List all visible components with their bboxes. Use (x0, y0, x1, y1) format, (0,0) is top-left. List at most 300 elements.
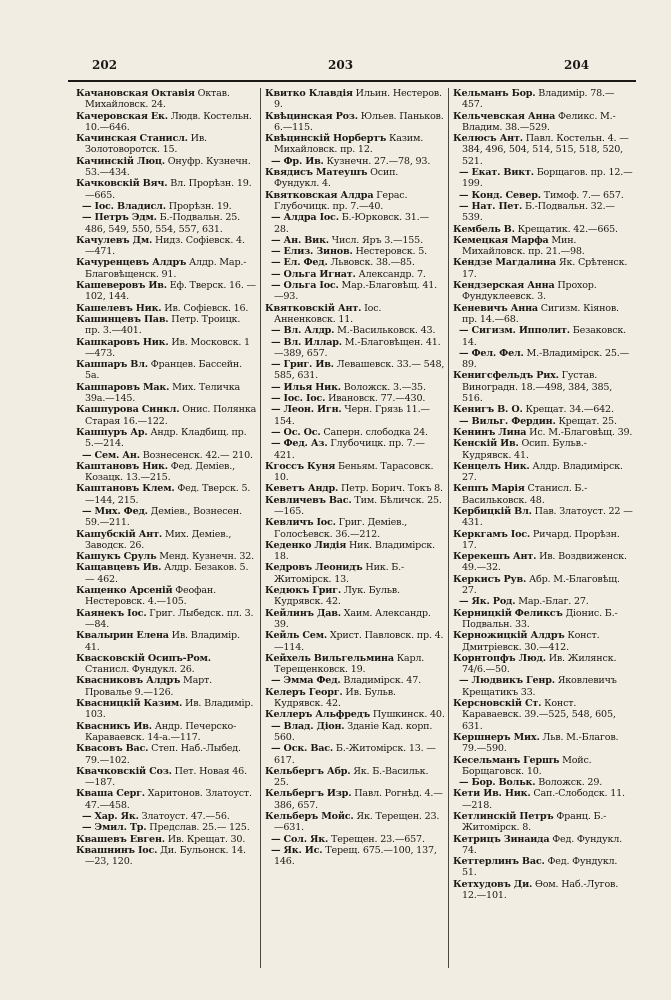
entry-details: М.-Благовѣщен. 41.—389, 657. (274, 336, 441, 359)
directory-entry (453, 167, 633, 190)
entry-details: Владимірск. 47. (340, 675, 421, 687)
entry-name: Кельбергъ Абр. (265, 765, 351, 777)
directory-entry (265, 156, 445, 167)
page-number-right: 204 (564, 58, 590, 72)
entry-details: Безаковск. 14. (462, 325, 627, 348)
entry-details: Март. Провалье 9.—126. (85, 675, 213, 698)
directory-entry (453, 303, 633, 326)
entry-name: Кендзерская Анна (453, 280, 555, 292)
directory-entry (76, 212, 257, 235)
entry-name: Кеттерлинъ Вас. (453, 856, 545, 868)
entry-name: — Эмма Фед. (271, 675, 341, 687)
entry-details: Ив. Владимір. 103. (85, 698, 254, 721)
entry-name: Кашпурова Синкл. (76, 404, 180, 416)
entry-name: Кедровъ Леонидъ (265, 562, 363, 574)
entry-details: Онуфр. Кузнечн. 53.—434. (85, 155, 251, 179)
directory-entry (265, 88, 445, 111)
entry-name: — Хар. Як. (82, 811, 139, 822)
entry-name: — Алдра Іос. (271, 212, 339, 224)
entry-name: — Ос. Ос. (271, 426, 321, 438)
directory-entry (265, 303, 445, 326)
directory-entry (265, 438, 445, 461)
entry-name: Кенинъ Лина (453, 426, 527, 438)
directory-entry (265, 845, 445, 868)
entry-name: — Вл. Алдр. (271, 325, 335, 337)
entry-details: Франц. Б.-Житомірск. 8. (462, 811, 607, 834)
directory-entry (453, 675, 633, 698)
entry-details: Конст. Дмитріевск. 30.—412. (462, 630, 600, 653)
directory-entry (265, 709, 445, 720)
directory-entry (453, 608, 633, 631)
entry-name: Кербицкій Вл. (453, 505, 532, 517)
entry-details: Менд. Кузнечн. 32. (156, 551, 255, 563)
directory-entry (265, 495, 445, 518)
entry-name: Кельберъ Мойс. (265, 811, 354, 822)
entry-name: — Вильг. Фердин. (459, 415, 556, 427)
entry-name: Квачковскій Соз. (76, 765, 172, 777)
entry-details: Б.-Юрковск. 31.— 28. (274, 212, 429, 235)
entry-name: — Іос. Іос. (271, 393, 326, 405)
entry-name: Кендзе Магдалина (453, 257, 557, 269)
entry-details: Станисл. Фундукл. 26. (85, 664, 195, 676)
directory-entry (76, 811, 257, 822)
directory-entry (453, 551, 633, 574)
directory-entry (453, 190, 633, 201)
entry-details: Григ. Лыбедск. пл. 3.—84. (85, 607, 254, 630)
directory-entry (76, 178, 257, 201)
entry-details: Ричард. Прорѣзн. 17. (462, 528, 620, 551)
entry-details: Андр. Печерско-Караваевск. 14-а.—117. (85, 720, 237, 743)
entry-name: — Бор. Вольк. (459, 777, 536, 789)
directory-entry (265, 653, 445, 676)
entry-details: Герас. Глубочицк. пр. 7.—40. (274, 189, 408, 212)
entry-name: Качуренцевъ Алдръ (76, 257, 187, 269)
entry-details: Алдр. Безаков. 5.— 462. (85, 562, 249, 585)
entry-details: Павл. Рогнѣд. 4.—386, 657. (274, 788, 443, 811)
directory-entry (265, 190, 445, 213)
entry-details: Людв. Костельн. 10.—646. (85, 110, 252, 133)
entry-name: Квасницкій Казим. (76, 698, 183, 710)
entry-name: Керкгамъ Іос. (453, 528, 531, 540)
entry-details: Казим. Михайловск. пр. 12. (274, 133, 424, 156)
entry-name: Кевличевъ Вас. (265, 494, 352, 506)
directory-entry (453, 811, 633, 834)
page-number-left: 202 (92, 58, 118, 72)
entry-details: Ивановск. 77.—430. (325, 393, 426, 405)
entry-name: — Іос. Владисл. (82, 200, 166, 212)
entry-details: Кузнечн. 27.—78, 93. (323, 155, 431, 167)
directory-entry (76, 834, 257, 845)
entry-details: Ив. Воздвиженск. 49.—32. (462, 551, 627, 574)
entry-details: Фед. Тверск. 5. —144, 215. (85, 483, 251, 506)
directory-entry (453, 348, 633, 371)
entry-name: Кашеверовъ Ив. (76, 280, 167, 292)
entry-details: Григ. Деміев., Голосѣевск. 36.—212. (274, 517, 408, 540)
entry-details: Абр. М.-Благовѣщ. 27. (462, 573, 620, 597)
directory-entry (453, 574, 633, 597)
directory-entry (265, 393, 445, 404)
directory-entry (265, 280, 445, 303)
directory-entry (76, 788, 257, 811)
entry-details: Діонис. Б.-Подвальн. 33. (462, 607, 618, 630)
page-number-center: 203 (328, 58, 354, 72)
directory-entry (453, 224, 633, 235)
directory-entry (265, 257, 445, 268)
entry-name: Квашнинъ Іос. (76, 844, 158, 856)
entry-name: Квятковская Алдра (265, 189, 374, 201)
entry-details: Фед. Деміев., Козацк. 13.—215. (85, 460, 235, 484)
directory-entry (453, 370, 633, 404)
entry-details: Мих. Деміев., Заводск. 26. (85, 528, 232, 551)
directory-entry (76, 133, 257, 156)
entry-name: Келеръ Георг. (265, 686, 343, 698)
directory-entry (265, 461, 445, 484)
entry-name: Кетхудовъ Ди. (453, 878, 533, 890)
entry-name: — Сем. Ан. (82, 449, 140, 461)
directory-entry (453, 653, 633, 676)
entry-details: Як. Срѣтенск. 17. (462, 257, 628, 280)
entry-name: Квитко Клавдія (265, 88, 353, 99)
column-3 (448, 88, 636, 968)
entry-details: Ив. Бульв. Кудрявск. 42. (274, 686, 396, 710)
entry-name: Квѣцинская Роз. (265, 110, 358, 122)
directory-entry (265, 788, 445, 811)
entry-name: Келлеръ Альфредъ (265, 709, 370, 721)
entry-details: М.-Владимірск. 25.—89. (462, 347, 630, 371)
directory-entry (265, 359, 445, 382)
directory-entry (76, 608, 257, 631)
entry-details: Фед. Фундукл. 74. (462, 833, 622, 856)
entry-details: Осип. Бульв.-Кудрявск. 41. (462, 438, 587, 461)
entry-name: Кеневичъ Анна (453, 302, 538, 314)
entry-name: — Ольга Іос. (271, 280, 339, 292)
directory-entry (265, 608, 445, 631)
directory-entry (453, 133, 633, 167)
entry-name: Квасникъ Ив. (76, 720, 152, 732)
directory-entry (265, 246, 445, 257)
entry-name: Кашелевъ Ник. (76, 302, 162, 314)
directory-entry (453, 483, 633, 506)
entry-name: Кейхель Вильгельмина (265, 652, 394, 664)
entry-name: — Ан. Вик. (271, 234, 329, 246)
directory-entry (453, 461, 633, 484)
entry-name: — Эмил. Тр. (82, 822, 147, 834)
directory-entry (76, 721, 257, 744)
directory-entry (265, 517, 445, 540)
entry-details: Прорѣзн. 19. (165, 200, 232, 212)
entry-details: Юльев. Паньков. 6.—115. (274, 110, 444, 133)
entry-details: Ив. Золотоворотск. 15. (85, 133, 207, 156)
entry-details: Б.-Житомірск. 13. —617. (274, 743, 436, 766)
directory-entry (265, 325, 445, 336)
entry-details: Ник. Владимірск. 18. (274, 539, 435, 563)
directory-entry (453, 506, 633, 529)
entry-details: Мойс. Борщаговск. 10. (462, 754, 592, 777)
entry-name: Квалырин Елена (76, 630, 169, 642)
entry-name: Квашевъ Евген. (76, 833, 165, 845)
entry-details: Ди. Бульонск. 14. —23, 120. (85, 844, 246, 868)
directory-entry (453, 280, 633, 303)
entry-name: Качинская Станисл. (76, 133, 188, 145)
entry-name: Керкисъ Рув. (453, 573, 527, 585)
directory-entry (265, 766, 445, 789)
header-rule (68, 80, 636, 82)
entry-details: Нестеровск. 5. (352, 246, 427, 258)
entry-name: Кашукъ Сруль (76, 551, 157, 563)
entry-details: Воложск. 3.—35. (340, 381, 426, 393)
entry-details: Глубочицк. пр. 7.— 421. (274, 438, 425, 461)
entry-details: Лук. Бульв. Кудрявск. 42. (274, 585, 400, 608)
directory-entry (265, 743, 445, 766)
entry-name: Кедюкъ Григ. (265, 585, 341, 597)
entry-details: Львовск. 38.—85. (327, 257, 415, 269)
entry-details: Саперн. слободка 24. (320, 426, 428, 438)
directory-entry (76, 359, 257, 382)
entry-details: Александр. 7. (355, 268, 426, 280)
entry-name: Кашкаровъ Ник. (76, 336, 169, 348)
entry-name: — Нат. Пет. (459, 200, 523, 212)
entry-name: Квасниковъ Алдръ (76, 675, 181, 687)
entry-details: Б.-Подвальн. 32.— 539. (462, 200, 615, 224)
entry-details: Густав. Виноградн. 18.—498, 384, 385, 516. (462, 370, 613, 405)
entry-name: — Петръ Эдм. (82, 212, 157, 224)
directory-entry (453, 834, 633, 857)
directory-entry (453, 788, 633, 811)
directory-entry (453, 732, 633, 755)
entry-name: — Сол. Як. (271, 833, 329, 845)
directory-entry (76, 743, 257, 766)
directory-entry (453, 416, 633, 427)
entry-name: Кенигъ В. О. (453, 404, 523, 416)
entry-name: Кваша Серг. (76, 788, 145, 800)
entry-details: Ив. Жилянск. 74/6.—50. (462, 652, 617, 676)
directory-entry (76, 450, 257, 461)
entry-name: Кершнеръ Мих. (453, 731, 540, 743)
directory-entry (453, 325, 633, 348)
directory-entry (265, 630, 445, 653)
entry-name: Керницкій Феликсъ (453, 607, 563, 619)
entry-name: — Елиз. Зинов. (271, 246, 353, 258)
entry-details: Ѳом. Наб.-Лугов. 12.—101. (462, 878, 619, 902)
entry-details: Черн. Грязь 11.— 154. (274, 404, 430, 427)
entry-name: Кгоссъ Куня (265, 460, 336, 472)
entry-details: Ник. Б.-Житомірск. 13. (274, 562, 405, 585)
entry-name: Кащавцевъ Ив. (76, 562, 162, 574)
directory-entry (453, 404, 633, 415)
directory-entry (265, 427, 445, 438)
entry-name: — Як. Ис. (271, 844, 323, 856)
entry-details: Степ. Наб.-Лыбед. 79.—102. (85, 743, 241, 766)
directory-entry (265, 337, 445, 360)
entry-name: Кельбергъ Изр. (265, 788, 352, 800)
entry-details: Числ. Яръ 3.—155. (328, 234, 423, 246)
entry-details: Ив. Крещат. 30. (164, 833, 246, 845)
entry-details: Беньям. Тарасовск. 10. (274, 460, 434, 484)
directory-entry (265, 404, 445, 427)
directory-entry (265, 235, 445, 246)
directory-entry (453, 755, 633, 778)
directory-entry (76, 88, 257, 111)
entry-details: Петр. Троицк. пр. 3.—401. (85, 313, 241, 337)
entry-details: Ильин. Нестеров. 9. (274, 88, 442, 111)
directory-entry (76, 404, 257, 427)
directory-entry (265, 811, 445, 834)
entry-name: Каянекъ Іос. (76, 607, 147, 619)
entry-details: Тим. Бѣличск. 25. —165. (274, 494, 442, 517)
directory-entry (265, 834, 445, 845)
directory-entry (265, 483, 445, 494)
entry-details: Борщагов. пр. 12.—199. (462, 167, 633, 190)
entry-details: Іос. Анненковск. 11. (274, 302, 382, 325)
entry-details: Златоуст. 47.—56. (138, 811, 230, 822)
entry-details: Харитонов. Златоуст. 47.—458. (85, 788, 252, 811)
entry-name: — Конд. Север. (459, 189, 541, 201)
entry-name: Качеровская Ек. (76, 110, 168, 122)
entry-details: Сигизм. Кіянов. пр. 14.—68. (462, 302, 619, 325)
entry-details: Ив. Московск. 1 —473. (85, 336, 250, 359)
directory-entry (76, 585, 257, 608)
directory-entry (453, 698, 633, 732)
entry-details: Конст. Караваевск. 39.—525, 548, 605, 631. (462, 698, 616, 732)
directory-entry (76, 201, 257, 212)
entry-details: Христ. Павловск. пр. 4.—114. (274, 630, 444, 653)
entry-name: — Вл. Иллар. (271, 336, 342, 348)
directory-entry (453, 630, 633, 653)
entry-details: Сап.-Слободск. 11.—218. (462, 788, 625, 811)
directory-entry (76, 698, 257, 721)
directory-entry (453, 529, 633, 552)
entry-details: Мар.-Благ. 27. (515, 596, 589, 608)
entry-details: Ис. М.-Благовѣщ. 39. (526, 426, 633, 438)
entry-name: Кащенко Арсеній (76, 585, 173, 597)
directory-entry (453, 201, 633, 224)
entry-details: Предслав. 25.— 125. (146, 822, 250, 834)
column-1 (72, 88, 260, 968)
entry-name: Качановская Октавія (76, 88, 195, 99)
directory-entry (453, 427, 633, 438)
directory-entry (265, 382, 445, 393)
entry-details: Пет. Новая 46. —187. (85, 765, 247, 789)
entry-name: — Оск. Вас. (271, 743, 334, 755)
entry-details: Мар.-Благовѣщ. 41. —93. (274, 280, 438, 303)
directory-entry (265, 133, 445, 156)
directory-entry (76, 382, 257, 405)
entry-name: Керекешъ Ант. (453, 551, 537, 563)
entry-details: Ив. Софіевск. 16. (161, 302, 249, 314)
entry-name: — Фел. Фел. (459, 347, 524, 359)
entry-details: Б.-Подвальн. 25. 486, 549, 550, 554, 557, 631. (85, 212, 240, 235)
directory-entry (453, 879, 633, 902)
entry-name: Кенцелъ Ник. (453, 460, 530, 472)
entry-name: — Григ. Ив. (271, 359, 334, 371)
directory-entry (265, 212, 445, 235)
directory-entry (76, 653, 257, 676)
entry-details: Вознесенск. 42.— 210. (139, 449, 253, 461)
directory-entry (265, 269, 445, 280)
entry-name: Квѣцинскій Норбертъ (265, 133, 387, 145)
entry-name: Кети Ив. Ник. (453, 788, 531, 800)
directory-entry (76, 483, 257, 506)
entry-details: Прохор. Фундуклеевск. 3. (462, 280, 597, 303)
entry-name: Кенскій Ив. (453, 438, 519, 450)
entry-name: Квасовъ Вас. (76, 743, 149, 755)
entry-name: Керножицкій Алдръ (453, 630, 565, 642)
entry-name: Квасковскій Осипъ-Ром. (76, 652, 211, 664)
entry-name: Корнтопфъ Люд. (453, 652, 546, 664)
directory-entry (76, 303, 257, 314)
entry-details: Як. Терещен. 23.—631. (274, 811, 440, 834)
entry-name: — Фед. Аз. (271, 438, 328, 450)
directory-entry (453, 438, 633, 461)
entry-details: Еф. Тверск. 16. —102, 144. (85, 280, 256, 303)
entry-details: Владимір. 78.— 457. (462, 88, 615, 111)
entry-details: Алдр. Мар.-Благовѣщенск. 91. (85, 257, 247, 280)
entry-name: — Мих. Фед. (82, 505, 148, 517)
directory-entry (265, 675, 445, 686)
directory-entry (76, 257, 257, 280)
entry-name: Квятковскій Ант. (265, 302, 362, 314)
entry-details: Воложск. 29. (535, 777, 603, 789)
entry-details: Онис. Полянка Старая 16.—122. (85, 404, 257, 427)
directory-entry (265, 721, 445, 744)
entry-details: Октав. Михайловск. 24. (85, 88, 230, 111)
entry-name: Качулевъ Дм. (76, 234, 153, 246)
entry-details: Нидз. Софіевск. 4. —471. (85, 234, 245, 258)
entry-details: М.-Васильковск. 43. (334, 325, 436, 337)
directory-entry (76, 630, 257, 653)
entry-name: Кенигсфельдъ Рих. (453, 370, 559, 382)
directory-entry (453, 257, 633, 280)
entry-details: Мин. Михайловск. пр. 21.—98. (462, 234, 585, 258)
directory-entry (453, 777, 633, 788)
entry-details: Францев. Бассейн. 5а. (85, 359, 242, 382)
entry-name: Каштановъ Клем. (76, 483, 175, 495)
entry-name: Кеденко Лидія (265, 539, 347, 551)
entry-name: Кашпаровъ Мак. (76, 381, 170, 393)
directory-entry (76, 506, 257, 529)
entry-name: — Ел. Фед. (271, 257, 328, 269)
entry-name: Качковскій Вяч. (76, 178, 168, 190)
entry-details: Феликс. М.-Владим. 38.—529. (462, 110, 616, 133)
entry-details: Карл. Терещенковск. 19. (274, 652, 425, 676)
entry-name: Качинскій Люц. (76, 155, 165, 167)
entry-details: Ив. Владимір. 41. (85, 630, 240, 653)
directory-columns (72, 88, 636, 968)
directory-entry (265, 540, 445, 563)
directory-entry (453, 111, 633, 134)
entry-name: — Сигизм. Ипполит. (459, 325, 570, 337)
entry-details: Левашевск. 33.— 548, 585, 631. (274, 359, 445, 382)
directory-entry (265, 562, 445, 585)
entry-details: Феофан. Нестеровск. 4.—105. (85, 585, 216, 608)
entry-name: Каштановъ Ник. (76, 460, 168, 472)
entry-details: Яковлевичъ Крещатикъ 33. (462, 675, 617, 698)
directory-entry (76, 822, 257, 833)
entry-details: Крещат. 25. (555, 415, 617, 427)
directory-entry (265, 167, 445, 190)
entry-name: — Илья Ник. (271, 381, 341, 393)
directory-entry (76, 427, 257, 450)
entry-name: Квядисъ Матеушъ (265, 167, 368, 179)
entry-name: — Фр. Ив. (271, 155, 324, 167)
directory-entry (453, 235, 633, 258)
entry-name: Кемецкая Марфа (453, 234, 549, 246)
entry-name: Кельчевская Анна (453, 110, 556, 122)
directory-entry (76, 845, 257, 868)
entry-name: Кевличъ Іос. (265, 517, 336, 529)
entry-details: Павл. Костельн. 4. —384, 496, 504, 514, 515, 518, 520, 521. (462, 133, 629, 167)
directory-entry (453, 596, 633, 607)
